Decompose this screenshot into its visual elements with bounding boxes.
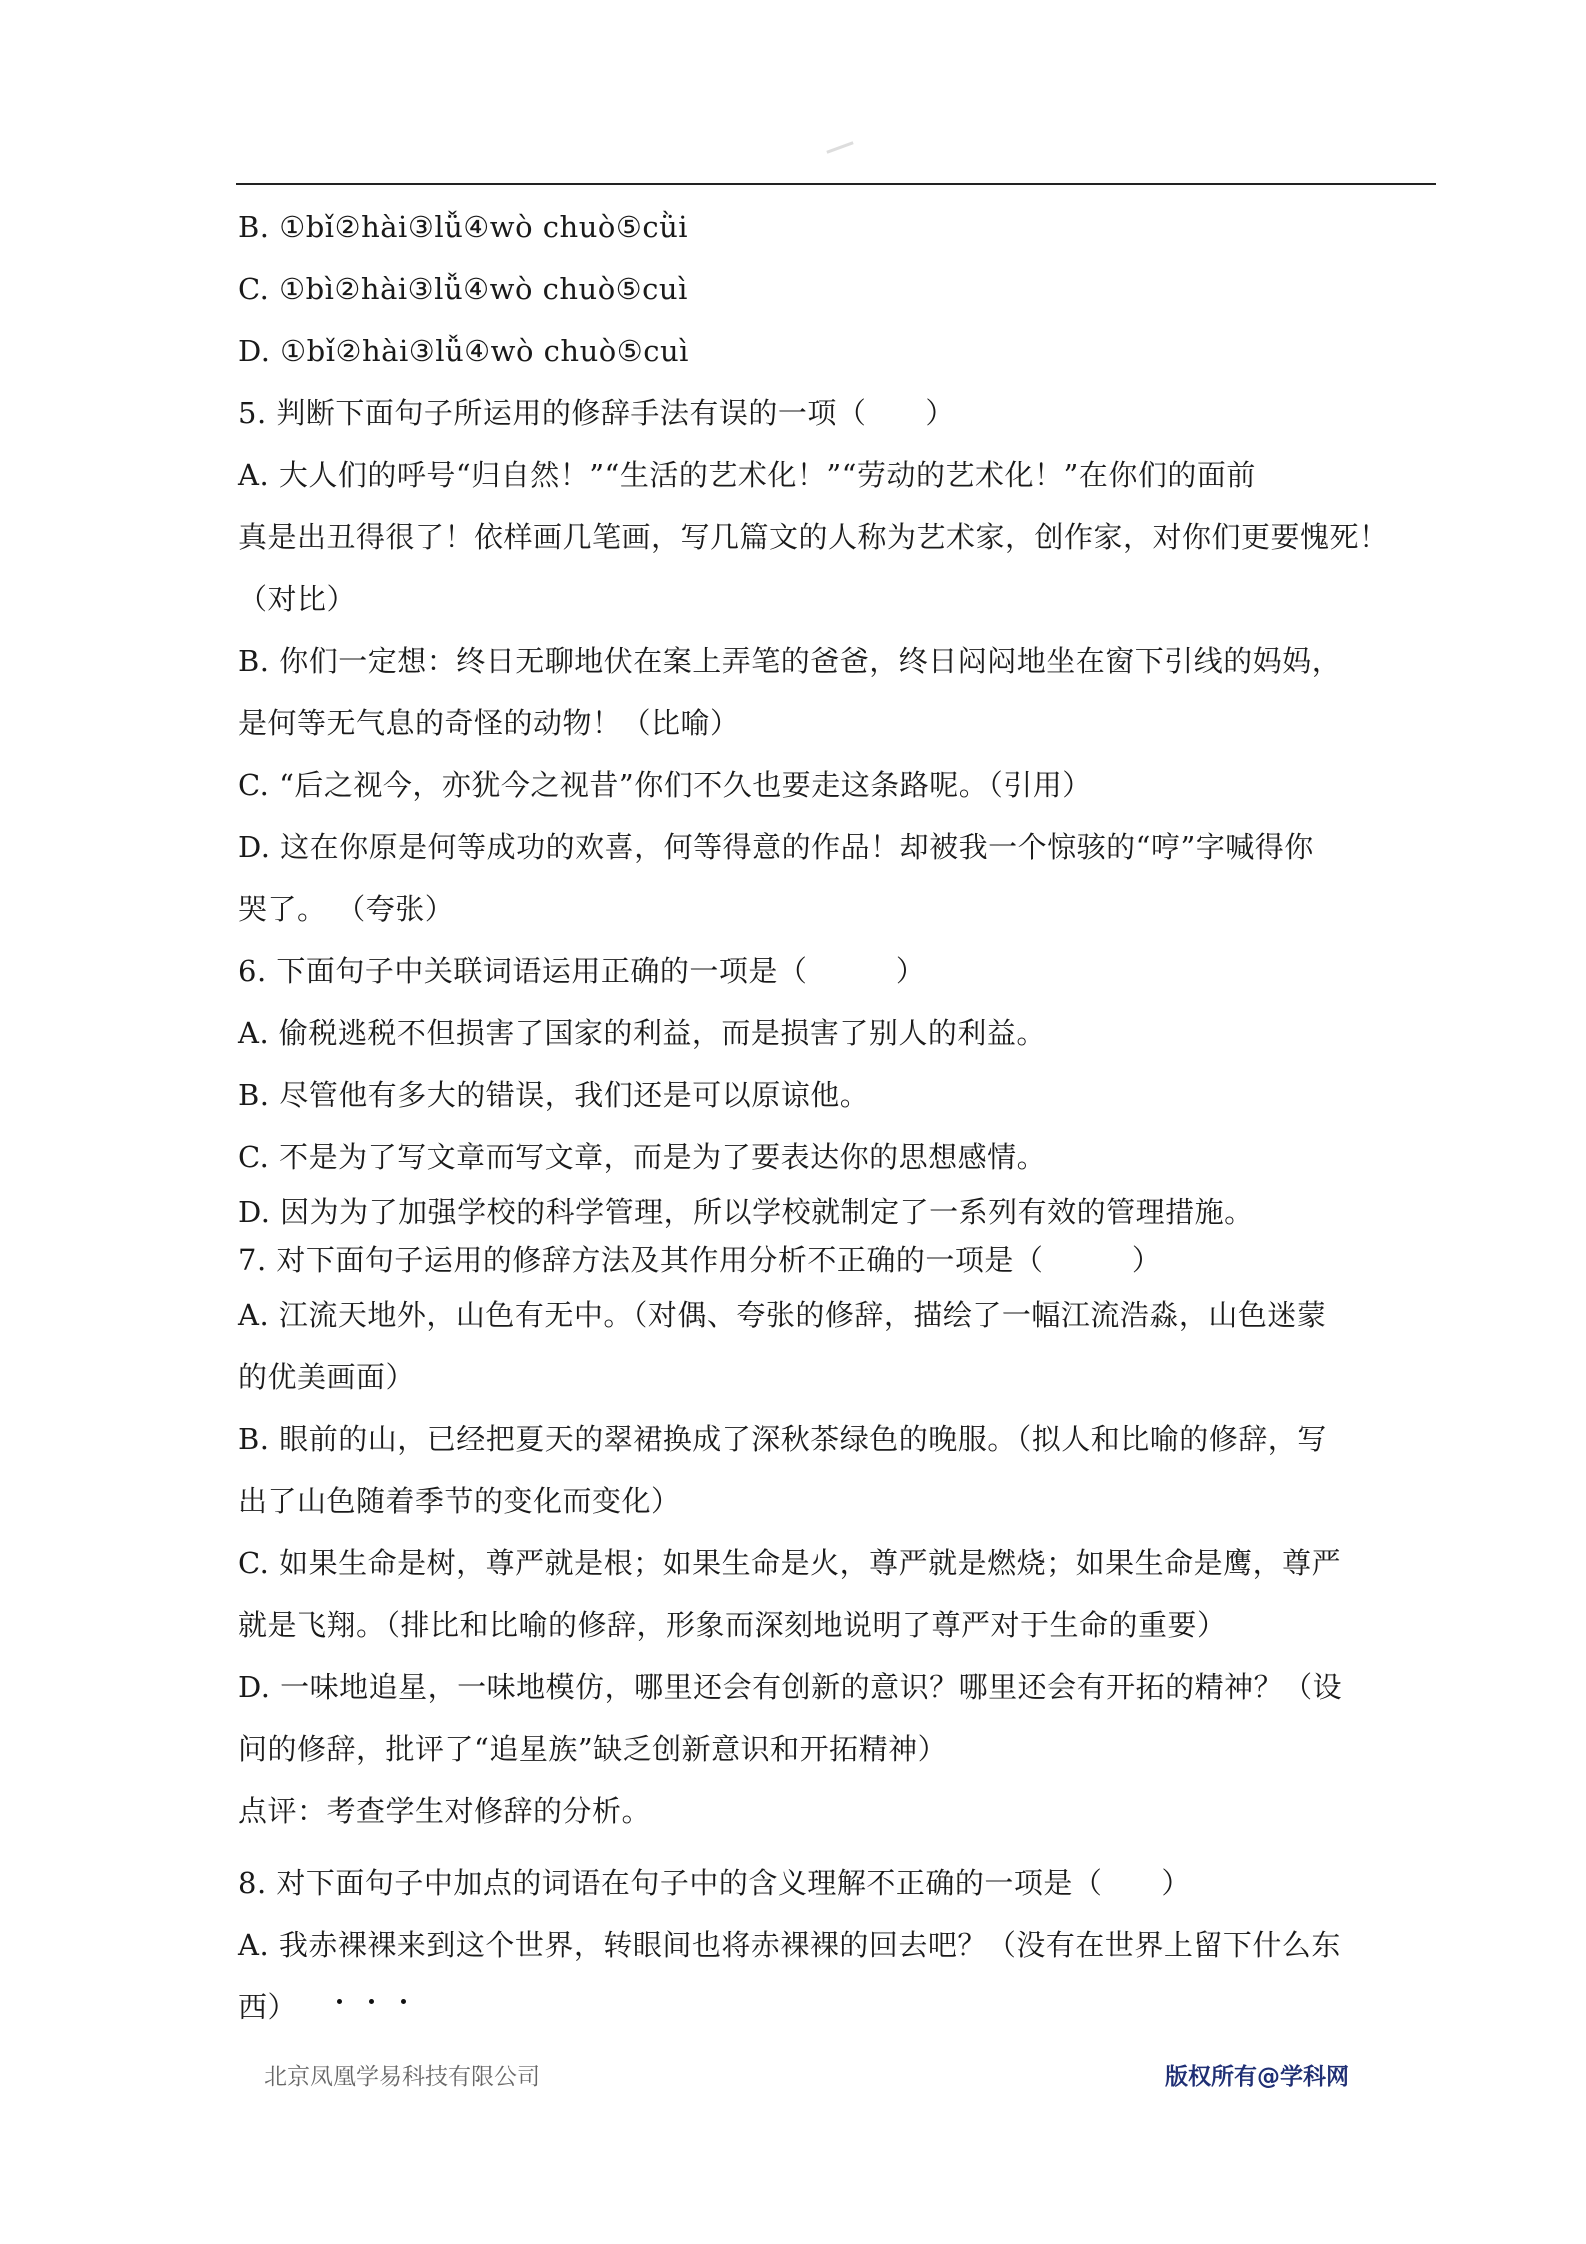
question-8-option-a-line-2: 西） [238,1990,298,2024]
footer-copyright: 版权所有@学科网 [1165,2064,1349,2090]
question-6-option-c: C. 不是为了写文章而写文章，而是为了要表达你的思想感情。 [238,1140,1047,1174]
option-c-pinyin: C. ①bì②hài③lǚ④wò chuò⑤cuì [238,272,688,306]
question-5-stem: 5. 判断下面句子所运用的修辞手法有误的一项（ ） [238,396,955,430]
question-7-stem: 7. 对下面句子运用的修辞方法及其作用分析不正确的一项是（ ） [238,1243,1162,1277]
question-5-option-a-line-3: （对比） [238,582,357,616]
question-5-option-b-line-1: B. 你们一定想：终日无聊地伏在案上弄笔的爸爸，终日闷闷地坐在窗下引线的妈妈， [238,644,1342,678]
question-8-stem: 8. 对下面句子中加点的词语在句子中的含义理解不正确的一项是（ ） [238,1866,1191,1900]
question-8-option-a-line-1: A. 我赤裸裸来到这个世界，转眼间也将赤裸裸的回去吧？（没有在世界上留下什么东 [238,1928,1341,1962]
scan-smudge [826,141,853,153]
question-6-option-d: D. 因为为了加强学校的科学管理，所以学校就制定了一系列有效的管理措施。 [238,1195,1254,1229]
option-b-pinyin: B. ①bǐ②hài③lǚ④wò chuò⑤cǜi [238,210,689,244]
question-7-option-d-line-2: 问的修辞，批评了“追星族”缺乏创新意识和开拓精神） [238,1732,948,1766]
question-5-option-d-line-2: 哭了。 （夸张） [238,892,455,926]
question-7-option-b-line-2: 出了山色随着季节的变化而变化） [238,1484,681,1518]
question-5-option-c: C. “后之视今，亦犹今之视昔”你们不久也要走这条路呢。（引用） [238,768,1092,802]
emphasis-dot [401,1999,406,2004]
emphasis-dot [369,1999,374,2004]
question-7-option-d-line-1: D. 一味地追星，一味地模仿，哪里还会有创新的意识？哪里还会有开拓的精神？（设 [238,1670,1343,1704]
question-7-option-c-line-1: C. 如果生命是树，尊严就是根；如果生命是火，尊严就是燃烧；如果生命是鹰，尊严 [238,1546,1342,1580]
question-7-option-a-line-1: A. 江流天地外，山色有无中。（对偶、夸张的修辞，描绘了一幅江流浩淼，山色迷蒙 [238,1298,1327,1332]
option-d-pinyin: D. ①bǐ②hài③lǚ④wò chuò⑤cuì [238,334,689,368]
question-5-option-a-line-1: A. 大人们的呼号“归自然！”“生活的艺术化！”“劳动的艺术化！”在你们的面前 [238,458,1256,492]
emphasis-dot [337,1999,342,2004]
question-5-option-b-line-2: 是何等无气息的奇怪的动物！（比喻） [238,706,740,740]
header-rule [236,183,1436,185]
question-6-option-b: B. 尽管他有多大的错误，我们还是可以原谅他。 [238,1078,870,1112]
document-body [238,196,1438,2038]
question-5-option-d-line-1: D. 这在你原是何等成功的欢喜，何等得意的作品！却被我一个惊骇的“哼”字喊得你 [238,830,1314,864]
question-5-option-a-line-2: 真是出丑得很了！依样画几笔画，写几篇文的人称为艺术家，创作家，对你们更要愧死！ [238,520,1389,554]
footer-company: 北京凤凰学易科技有限公司 [264,2064,540,2090]
question-7-option-c-line-2: 就是飞翔。（排比和比喻的修辞，形象而深刻地说明了尊严对于生命的重要） [238,1608,1227,1642]
question-7-option-b-line-1: B. 眼前的山，已经把夏天的翠裙换成了深秋茶绿色的晚服。（拟人和比喻的修辞，写 [238,1422,1327,1456]
question-7-option-a-line-2: 的优美画面） [238,1360,416,1394]
question-6-option-a: A. 偷税逃税不但损害了国家的利益，而是损害了别人的利益。 [238,1016,1046,1050]
question-6-stem: 6. 下面句子中关联词语运用正确的一项是（ ） [238,954,926,988]
comment-note: 点评：考查学生对修辞的分析。 [238,1794,652,1828]
